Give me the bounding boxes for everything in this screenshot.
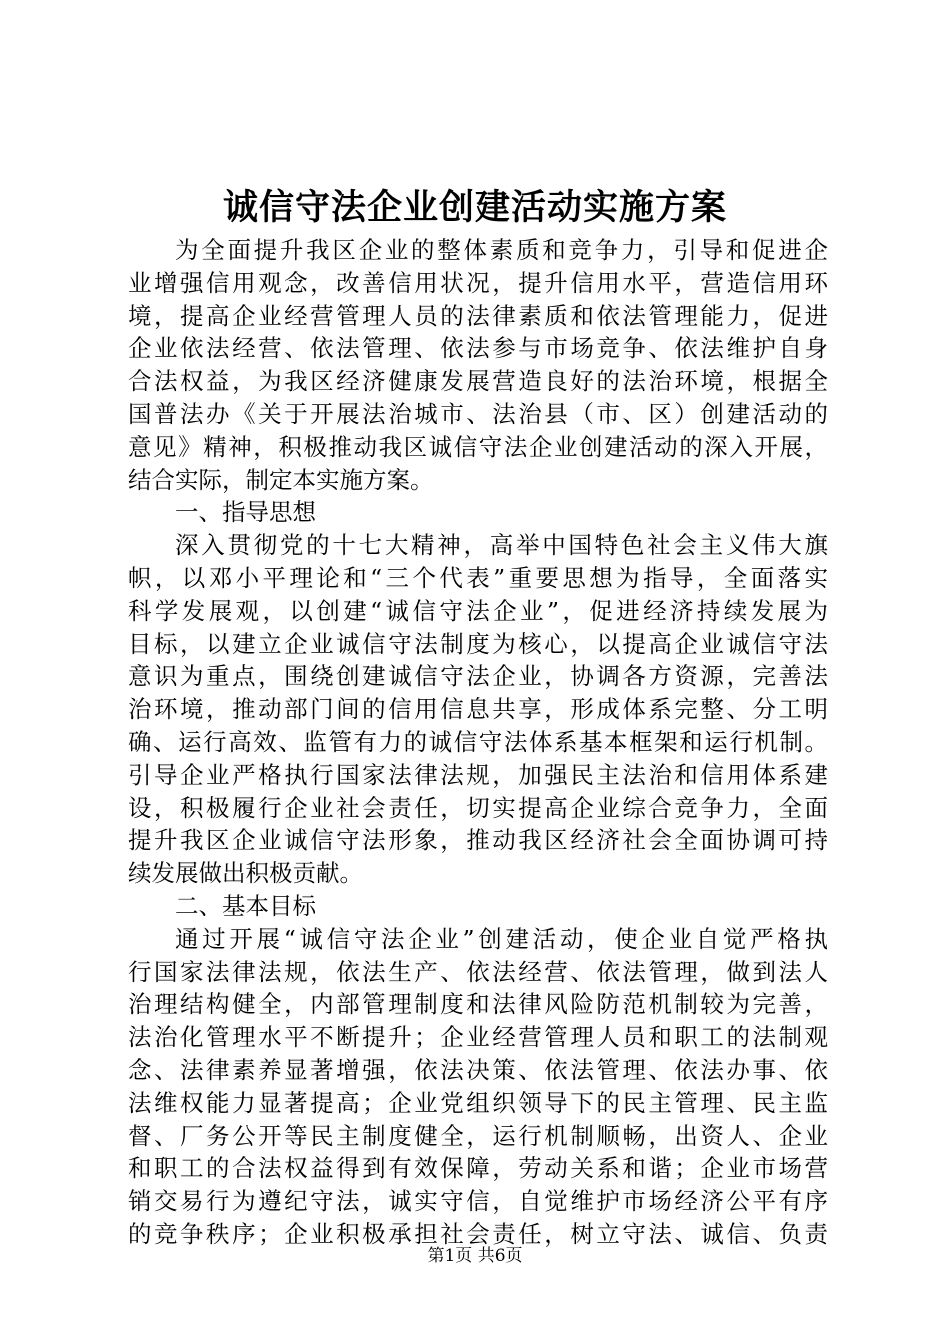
text-line: 法维权能力显著提高；企业党组织领导下的民主管理、民主监 (128, 1088, 828, 1117)
text-line: 引导企业严格执行国家法律法规，加强民主法治和信用体系建 (128, 760, 828, 789)
text-line: 目标，以建立企业诚信守法制度为核心，以提高企业诚信守法 (128, 629, 828, 658)
text-line: 通过开展“诚信守法企业”创建活动，使企业自觉严格执 (175, 924, 828, 953)
document-title: 诚信守法企业创建活动实施方案 (222, 187, 727, 228)
text-line: 念、法律素养显著增强，依法决策、依法管理、依法办事、依 (128, 1055, 828, 1084)
text-line: 治理结构健全，内部管理制度和法律风险防范机制较为完善， (128, 990, 828, 1019)
text-line: 行国家法律法规，依法生产、依法经营、依法管理，做到法人 (128, 957, 828, 986)
text-line: 合法权益，为我区经济健康发展营造良好的法治环境，根据全 (128, 367, 828, 396)
text-line: 设，积极履行企业社会责任，切实提高企业综合竞争力，全面 (128, 793, 828, 822)
text-line: 帜，以邓小平理论和“三个代表”重要思想为指导，全面落实 (128, 563, 828, 592)
text-line: 法治化管理水平不断提升；企业经营管理人员和职工的法制观 (128, 1023, 828, 1052)
text-line: 治环境，推动部门间的信用信息共享，形成体系完整、分工明 (128, 695, 828, 724)
text-line: 科学发展观，以创建“诚信守法企业”，促进经济持续发展为 (128, 596, 828, 625)
text-line: 续发展做出积极贡献。 (128, 859, 363, 888)
text-line: 二、基本目标 (175, 891, 316, 920)
text-line: 结合实际，制定本实施方案。 (128, 465, 434, 494)
text-line: 意见》精神，积极推动我区诚信守法企业创建活动的深入开展， (128, 432, 828, 461)
text-line: 境，提高企业经营管理人员的法律素质和依法管理能力，促进 (128, 301, 828, 330)
text-line: 业增强信用观念，改善信用状况，提升信用水平，营造信用环 (128, 268, 828, 297)
text-line: 和职工的合法权益得到有效保障，劳动关系和谐；企业市场营 (128, 1154, 828, 1183)
text-line: 国普法办《关于开展法治城市、法治县（市、区）创建活动的 (128, 399, 828, 428)
page-footer: 第1页 共6页 (427, 1246, 523, 1266)
text-line: 企业依法经营、依法管理、依法参与市场竞争、依法维护自身 (128, 334, 828, 363)
text-line: 深入贯彻党的十七大精神，高举中国特色社会主义伟大旗 (175, 531, 828, 560)
text-line: 的竞争秩序；企业积极承担社会责任，树立守法、诚信、负责 (128, 1219, 828, 1248)
text-line: 销交易行为遵纪守法，诚实守信，自觉维护市场经济公平有序 (128, 1187, 828, 1216)
text-line: 一、指导思想 (175, 498, 316, 527)
document-body (128, 234, 828, 1251)
text-line: 意识为重点，围绕创建诚信守法企业，协调各方资源，完善法 (128, 662, 828, 691)
text-line: 为全面提升我区企业的整体素质和竞争力，引导和促进企 (175, 236, 828, 264)
text-line: 督、厂务公开等民主制度健全，运行机制顺畅，出资人、企业 (128, 1121, 828, 1150)
text-line: 确、运行高效、监管有力的诚信守法体系基本框架和运行机制。 (128, 727, 828, 756)
text-line: 提升我区企业诚信守法形象，推动我区经济社会全面协调可持 (128, 826, 828, 855)
